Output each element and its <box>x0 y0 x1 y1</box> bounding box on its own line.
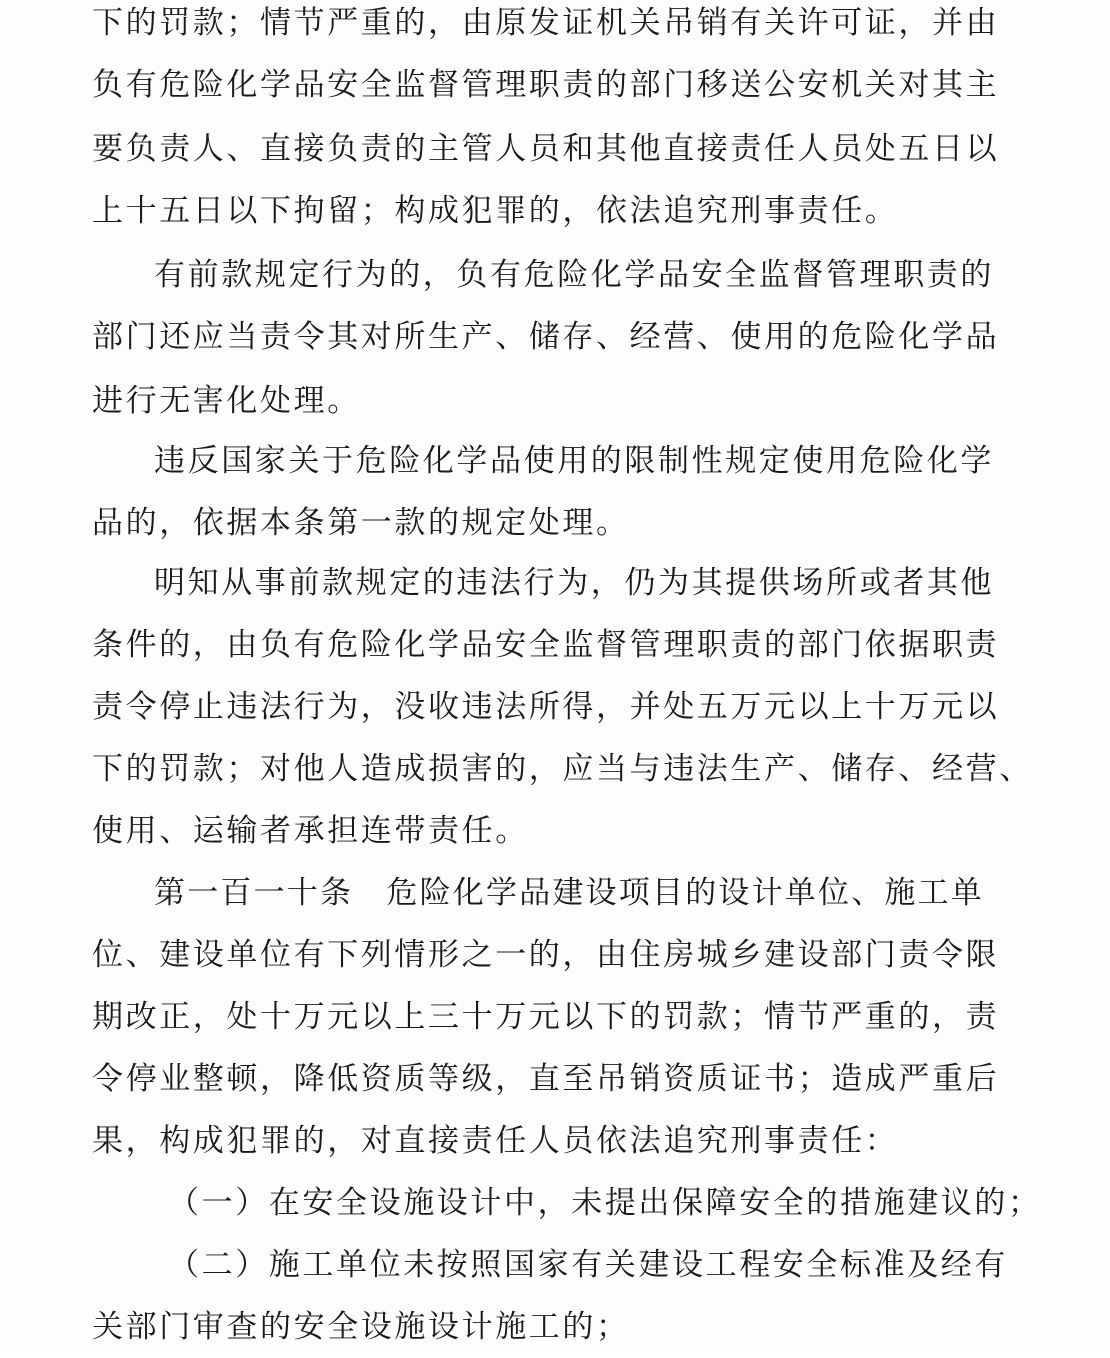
text-line: 有前款规定行为的，负有危险化学品安全监督管理职责的 <box>154 257 994 293</box>
text-line: 进行无害化处理。 <box>92 383 361 419</box>
text-line: 期改正，处十万元以上三十万元以下的罚款；情节严重的，责 <box>92 999 1000 1035</box>
text-line: 要负责人、直接负责的主管人员和其他直接责任人员处五日以 <box>92 131 1000 167</box>
text-line: 使用、运输者承担连带责任。 <box>92 813 529 849</box>
text-line: 条件的，由负有危险化学品安全监督管理职责的部门依据职责 <box>92 627 1000 663</box>
text-line: 果，构成犯罪的，对直接责任人员依法追究刑事责任： <box>92 1123 899 1159</box>
text-line: 部门还应当责令其对所生产、储存、经营、使用的危险化学品 <box>92 319 1000 355</box>
text-line: 令停业整顿，降低资质等级，直至吊销资质证书；造成严重后 <box>92 1061 1000 1097</box>
text-line: 下的罚款；情节严重的，由原发证机关吊销有关许可证，并由 <box>92 5 1000 41</box>
text-line: 违反国家关于危险化学品使用的限制性规定使用危险化学 <box>154 443 994 479</box>
list-item: （二）施工单位未按照国家有关建设工程安全标准及经有 <box>168 1247 1008 1283</box>
text-line: 品的，依据本条第一款的规定处理。 <box>92 505 630 541</box>
text-line: 关部门审查的安全设施设计施工的； <box>92 1309 630 1345</box>
article-heading-line: 第一百一十条 危险化学品建设项目的设计单位、施工单 <box>154 875 984 911</box>
text-line: 位、建设单位有下列情形之一的，由住房城乡建设部门责令限 <box>92 937 1000 973</box>
text-line: 上十五日以下拘留；构成犯罪的，依法追究刑事责任。 <box>92 193 899 229</box>
text-line: 责令停止违法行为，没收违法所得，并处五万元以上十万元以 <box>92 689 1000 725</box>
text-line: 明知从事前款规定的违法行为，仍为其提供场所或者其他 <box>154 565 994 601</box>
list-item: （一）在安全设施设计中，未提出保障安全的措施建议的； <box>168 1185 1042 1221</box>
text-line: 下的罚款；对他人造成损害的，应当与违法生产、储存、经营、 <box>92 751 1033 787</box>
text-line: 负有危险化学品安全监督管理职责的部门移送公安机关对其主 <box>92 67 1000 103</box>
